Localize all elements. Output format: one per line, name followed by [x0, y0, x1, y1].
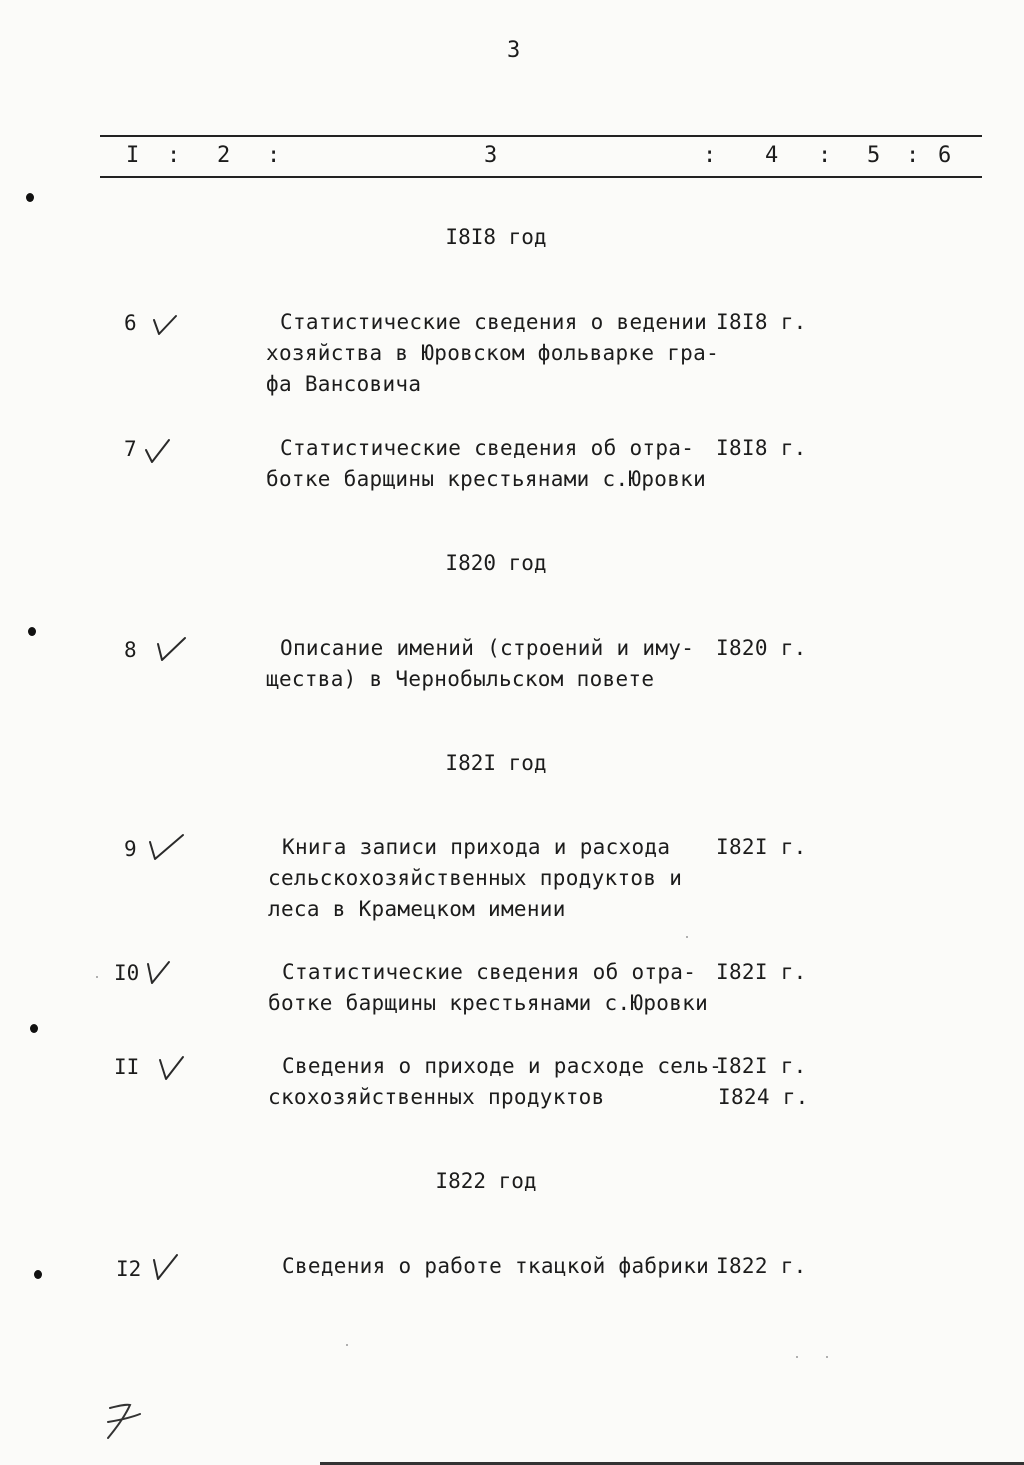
- entry-date: I82I г.: [716, 835, 807, 859]
- entry-text-line: Сведения о приходе и расходе сель-: [282, 1054, 723, 1078]
- entry-text-line: сельскохозяйственных продуктов и: [268, 866, 683, 890]
- entry-number: II: [114, 1055, 140, 1079]
- entry-number: 6: [124, 311, 137, 335]
- entry-number: I0: [114, 961, 140, 985]
- entry-text-line: Описание имений (строений и иму-: [280, 636, 695, 660]
- year-heading: I820 год: [445, 551, 547, 575]
- year-heading: I8I8 год: [445, 225, 547, 249]
- scan-speck: [826, 1356, 828, 1358]
- column-header-6: 6: [938, 143, 952, 168]
- page-number: 3: [507, 38, 521, 63]
- entry-date: I822 г.: [716, 1254, 807, 1278]
- entry-number: 9: [124, 837, 137, 861]
- scan-speck: [686, 936, 688, 938]
- entry-text-line: скохозяйственных продуктов: [268, 1085, 605, 1109]
- scan-speck: [96, 976, 98, 978]
- check-mark-icon: [154, 634, 188, 664]
- check-mark-icon: [144, 958, 172, 986]
- column-separator: :: [818, 143, 832, 168]
- column-header-3: 3: [484, 143, 498, 168]
- entry-text-line: щества) в Чернобыльском повете: [266, 667, 655, 691]
- check-mark-icon: [142, 436, 172, 464]
- binder-hole-icon: [30, 1024, 38, 1033]
- year-heading: I82I год: [445, 751, 547, 775]
- entry-text-line: леса в Крамецком имении: [268, 897, 566, 921]
- entry-text-line: Сведения о работе ткацкой фабрики: [282, 1254, 710, 1278]
- binder-hole-icon: [34, 1270, 42, 1279]
- check-mark-icon: [156, 1054, 186, 1082]
- entry-date: I82I г.: [716, 1054, 807, 1078]
- scan-speck: [796, 1356, 798, 1358]
- column-separator: :: [906, 143, 920, 168]
- entry-date: I82I г.: [716, 960, 807, 984]
- entry-text-line: ботке барщины крестьянами с.Юровки: [268, 991, 709, 1015]
- column-separator: :: [267, 143, 281, 168]
- entry-text-line: хозяйства в Юровском фольварке гра-: [266, 341, 720, 365]
- year-heading: I822 год: [435, 1169, 537, 1193]
- column-header-5: 5: [867, 143, 881, 168]
- entry-text-line: Статистические сведения об отра-: [282, 960, 697, 984]
- check-mark-icon: [146, 832, 186, 862]
- column-header-1: I: [126, 143, 140, 168]
- header-top-rule: [100, 135, 982, 137]
- column-separator: :: [167, 143, 181, 168]
- entry-date: I824 г.: [718, 1085, 809, 1109]
- column-header-2: 2: [217, 143, 231, 168]
- entry-date: I8I8 г.: [716, 436, 807, 460]
- entry-number: 7: [124, 437, 137, 461]
- binder-hole-icon: [26, 193, 34, 202]
- entry-text-line: Статистические сведения об отра-: [280, 436, 695, 460]
- entry-date: I820 г.: [716, 636, 807, 660]
- entry-text-line: фа Вансовича: [266, 372, 422, 396]
- binder-hole-icon: [28, 627, 36, 636]
- scan-speck: [346, 1344, 348, 1346]
- entry-date: I8I8 г.: [716, 310, 807, 334]
- entry-text-line: Книга записи прихода и расхода: [282, 835, 671, 859]
- entry-text-line: ботке барщины крестьянами с.Юровки: [266, 467, 707, 491]
- check-mark-icon: [150, 1252, 180, 1282]
- entry-text-line: Статистические сведения о ведении: [280, 310, 708, 334]
- column-separator: :: [703, 143, 717, 168]
- entry-number: I2: [116, 1257, 142, 1281]
- handwritten-mark-icon: [100, 1398, 146, 1444]
- check-mark-icon: [150, 312, 180, 338]
- entry-number: 8: [124, 638, 137, 662]
- header-bottom-rule: [100, 176, 982, 178]
- column-header-4: 4: [765, 143, 779, 168]
